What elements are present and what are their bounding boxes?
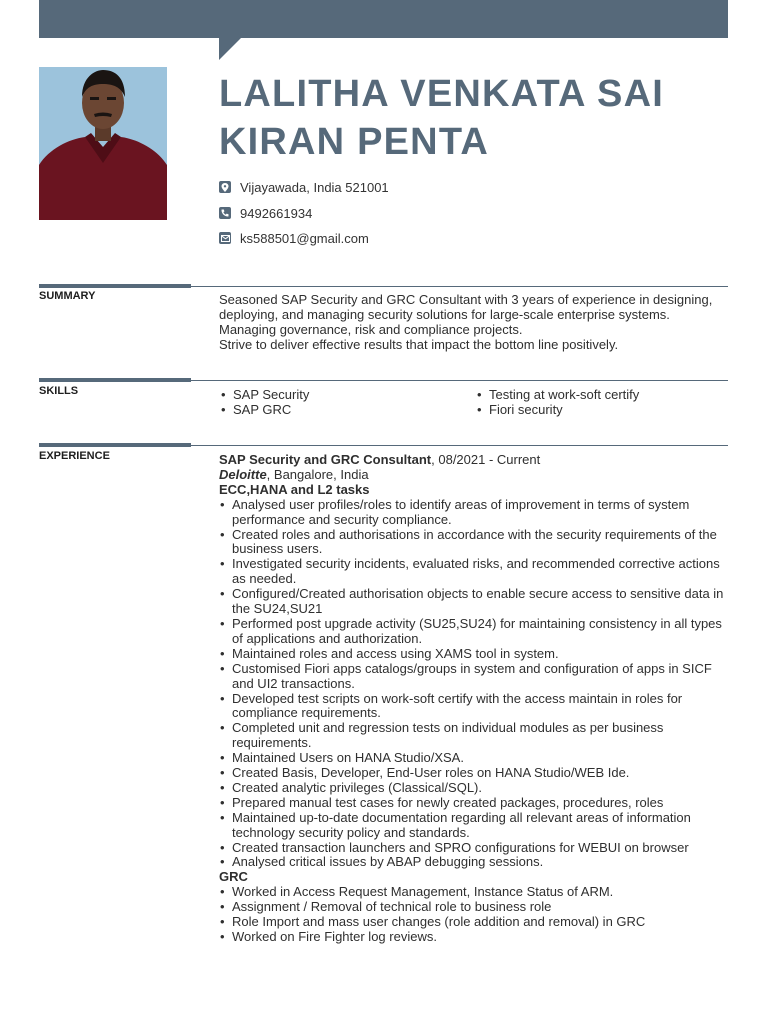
task-item: • Analysed critical issues by ABAP debugging sessions. — [219, 855, 729, 870]
skill-item: • SAP Security — [219, 387, 309, 402]
skill-item: • SAP GRC — [219, 402, 309, 417]
skill-item: • Fiori security — [475, 402, 639, 417]
contact-phone — [219, 204, 312, 222]
grc-task-list — [219, 885, 729, 945]
task-item: • Worked on Fire Fighter log reviews. — [219, 930, 729, 945]
company-name: Deloitte — [219, 466, 267, 482]
task-item: • Worked in Access Request Management, Instance Status of ARM. — [219, 885, 729, 900]
skill-item: • Testing at work-soft certify — [475, 387, 639, 402]
contact-location — [219, 178, 389, 196]
envelope-icon — [219, 232, 231, 244]
banner-notch — [219, 38, 241, 60]
experience-divider — [39, 443, 728, 447]
skills-divider — [39, 378, 728, 382]
skills-heading: SKILLS — [39, 385, 79, 397]
skills-list-right — [475, 387, 639, 417]
task-item: • Maintained roles and access using XAMS tool in system. — [219, 647, 729, 662]
job-header — [219, 453, 729, 468]
task-item: • Created roles and authorisations in accordance with the security requirements of the business users. — [219, 528, 729, 558]
summary-paragraph-2: Strive to deliver effective results that impact the bottom line positively. — [219, 337, 619, 352]
task-item: • Investigated security incidents, evaluated risks, and recommended corrective actions as needed. — [219, 557, 729, 587]
company-location: , Bangalore, India — [266, 466, 369, 482]
summary-divider — [39, 284, 728, 288]
experience-heading: EXPERIENCE — [39, 450, 110, 462]
task-item: • Created Basis, Developer, End-User roles on HANA Studio/WEB Ide. — [219, 766, 729, 781]
phone-text: 9492661934 — [240, 205, 313, 221]
task-item: • Customised Fiori apps catalogs/groups in system and configuration of apps in SICF and UI2 transactions. — [219, 662, 729, 692]
summary-text — [219, 292, 729, 352]
task-item: • Assignment / Removal of technical role to business role — [219, 900, 729, 915]
company-line — [219, 468, 729, 483]
task-item: • Created transaction launchers and SPRO configurations for WEBUI on browser — [219, 841, 729, 856]
summary-heading: SUMMARY — [39, 290, 96, 302]
name-line-1: LALITHA VENKATA SAI — [219, 73, 664, 115]
task-item: • Analysed user profiles/roles to identify areas of improvement in terms of system performance and security compliance. — [219, 498, 729, 528]
task-item: • Role Import and mass user changes (role addition and removal) in GRC — [219, 915, 729, 930]
task-item: • Maintained Users on HANA Studio/XSA. — [219, 751, 729, 766]
task-item: • Completed unit and regression tests on individual modules as per business requirements. — [219, 721, 729, 751]
job-dates: , 08/2021 - Current — [431, 452, 541, 467]
job-title: SAP Security and GRC Consultant — [219, 452, 432, 467]
group-title-ecc: ECC,HANA and L2 tasks — [219, 481, 370, 497]
task-item: • Configured/Created authorisation objects to enable secure access to sensitive data in the SU24,SU21 — [219, 587, 729, 617]
summary-paragraph-1: Seasoned SAP Security and GRC Consultant with 3 years of experience in designing, deploying, and managing security solutions for large-scale enterprise systems. Managing governance, risk and compliance projects. — [219, 292, 713, 337]
task-item: • Created analytic privileges (Classical/SQL). — [219, 781, 729, 796]
contact-email — [219, 229, 369, 247]
location-pin-icon — [219, 181, 231, 193]
ecc-task-list — [219, 498, 729, 871]
task-item: • Developed test scripts on work-soft certify with the access maintain in roles for compliance requirements. — [219, 692, 729, 722]
task-item: • Performed post upgrade activity (SU25,SU24) for maintaining consistency in all types of applications and authorization. — [219, 617, 729, 647]
task-item: • Prepared manual test cases for newly created packages, procedures, roles — [219, 796, 729, 811]
email-text[interactable]: ks588501@gmail.com — [240, 230, 369, 246]
name-line-2: KIRAN PENTA — [219, 121, 490, 163]
experience-entry — [219, 453, 729, 945]
profile-photo — [39, 67, 167, 220]
skills-list-left — [219, 387, 309, 417]
candidate-name — [219, 70, 739, 166]
location-text: Vijayawada, India 521001 — [240, 179, 389, 195]
phone-icon — [219, 207, 231, 219]
group-title-grc: GRC — [219, 869, 248, 885]
task-item: • Maintained up-to-date documentation regarding all relevant areas of information technology security policy and standards. — [219, 811, 729, 841]
top-banner — [39, 0, 728, 38]
